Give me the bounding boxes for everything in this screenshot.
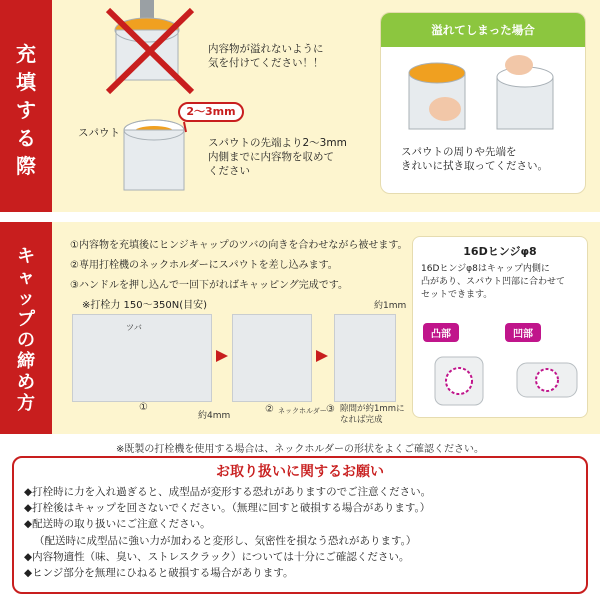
filling-section (0, 0, 600, 212)
arrow-2 (314, 348, 330, 364)
capping-steps (70, 236, 408, 316)
gap-label: 2～3mm (178, 102, 244, 122)
tsuba-label: ツバ (126, 323, 142, 332)
step-3: ③ハンドルを押し込んで一回下がればキャッピング完成です。 (70, 280, 348, 291)
hinge-box-text: 16Dヒンジφ8はキャップ内側に 凸があり、スパウト凹部に合わせて セットできます。 (421, 264, 566, 300)
step3-gap-label: 約1mm (374, 301, 407, 311)
overflow-box-text: スパウトの周りや先端を きれいに拭き取ってください。 (401, 146, 548, 172)
capping-section (0, 222, 600, 434)
notice-line: ◆打栓後はキャップを回さないでください。（無理に回すと破損する場合があります。） (24, 502, 431, 515)
handling-notice (12, 456, 588, 594)
step3-sub-label: 隙間が約1mmに なれば完成 (340, 404, 405, 425)
notice-line: ◆内容物適性（味、臭い、ストレスクラック）については十分にご確認ください。 (24, 550, 410, 563)
wipe-illustration (389, 53, 579, 133)
hinge-box (412, 236, 588, 418)
capping-vertical-title: キ ャ ッ プ の 締 め 方 (17, 246, 35, 414)
step1-caption: ① (139, 402, 148, 413)
hinge-box-title: 16Dヒンジφ8 (463, 245, 537, 258)
force-note: ※打栓力 150～350N(目安) (82, 300, 208, 311)
step-2: ②専用打栓機のネックホルダーにスパウトを差し込みます。 (70, 260, 338, 271)
notice-line: ◆打栓時に力を入れ過ぎると、成型品が変形する恐れがありますのでご注意ください。 (24, 486, 432, 498)
filling-vertical-title: 充 填 す る 際 (16, 42, 36, 178)
arrow-1 (214, 348, 230, 364)
overfill-illustration (100, 0, 210, 100)
step3-caption: ③ (326, 404, 335, 415)
correct-fill-illustration (112, 108, 212, 204)
concave-tag: 凹部 (505, 323, 541, 342)
notice-line: ◆ヒンジ部分を無理にひねると破損する場合があります。 (24, 567, 294, 580)
step3-photo (334, 314, 396, 402)
convex-tag: 凸部 (423, 323, 459, 342)
step1-photo (72, 314, 212, 402)
step2-photo (232, 314, 312, 402)
overflow-box-title: 溢れてしまった場合 (381, 13, 585, 47)
step2-caption: ② (265, 404, 274, 415)
notice-line: （配送時に成型品に強い力が加わると変形し、気密性を損なう恐れがあります。） (34, 534, 417, 547)
step-1: ①内容物を充填後にヒンジキャップのツバの向きを合わせながら被せます。 (70, 240, 408, 251)
overfill-warning-text: 内容物が溢れないように 気を付けてください！！ (208, 43, 324, 69)
hinge-parts-illustration (419, 347, 583, 413)
step2-sub-label: ネックホルダー (278, 407, 327, 415)
fill-instruction-text: スパウトの先端より2～3mm 内側までに内容物を収めて ください (208, 137, 347, 177)
overflow-box (380, 12, 586, 194)
spout-label: スパウト (78, 127, 120, 139)
footnote: ※既製の打栓機を使用する場合は、ネックホルダーの形状をよくご確認ください。 (116, 444, 484, 455)
notice-title: お取り扱いに関するお願い (216, 464, 384, 480)
step1-gap-label: 約4mm (198, 411, 231, 421)
notice-line: ◆配送時の取り扱いにご注意ください。 (24, 518, 211, 531)
